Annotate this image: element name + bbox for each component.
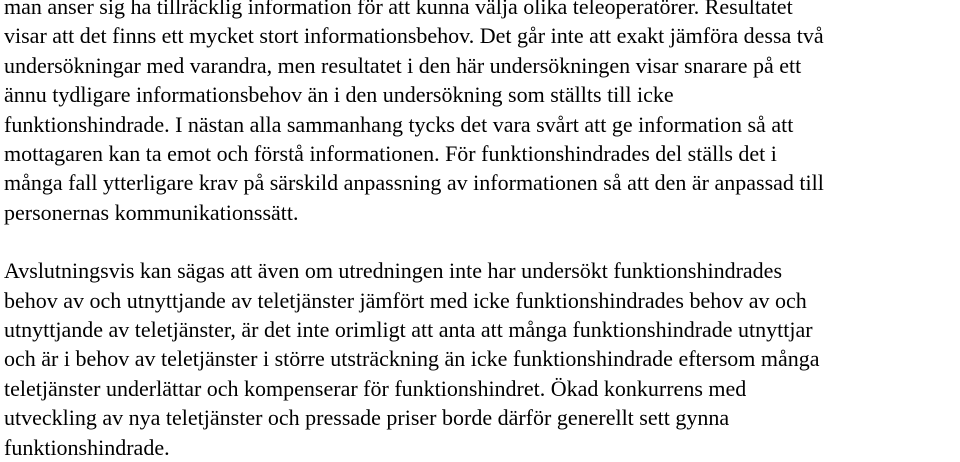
text-line: funktionshindrade. xyxy=(4,434,170,460)
text-line: många fall ytterligare krav på särskild anpassning av informationen så att den är anpassad till xyxy=(4,170,824,196)
text-line: Avslutningsvis kan sägas att även om utredningen inte har undersökt funktionshindrades xyxy=(4,258,783,284)
text-line: utnyttjande av teletjänster, är det inte orimligt att anta att många funktionshindrade utnyttjar xyxy=(4,317,813,343)
text-line: man anser sig ha tillräcklig information för att kunna välja olika teleoperatörer. Resultatet xyxy=(4,0,793,19)
text-line: funktionshindrade. I nästan alla sammanhang tycks det vara svårt att ge information så att xyxy=(4,111,794,137)
text-line: personernas kommunikationssätt. xyxy=(4,199,299,225)
text-line: mottagaren kan ta emot och förstå informationen. För funktionshindrades del ställs det i xyxy=(4,141,777,167)
paragraph-conclusion xyxy=(4,256,960,462)
text-line: teletjänster underlättar och kompenserar för funktionshindret. Ökad konkurrens med xyxy=(4,375,747,401)
text-line: undersökningar med varandra, men resultatet i den här undersökningen visar snarare på ett xyxy=(4,52,802,78)
document-page xyxy=(4,0,960,462)
text-line: ännu tydligare informationsbehov än i den undersökning som ställts till icke xyxy=(4,82,674,108)
text-line: behov av och utnyttjande av teletjänster jämfört med icke funktionshindrades behov av och xyxy=(4,287,807,313)
text-line: visar att det finns ett mycket stort informationsbehov. Det går inte att exakt jämföra dessa två xyxy=(4,23,824,49)
text-line: utveckling av nya teletjänster och pressade priser borde därför generellt sett gynna xyxy=(4,405,730,431)
text-line: och är i behov av teletjänster i större utsträckning än icke funktionshindrade eftersom många xyxy=(4,346,820,372)
paragraph-information-needs xyxy=(4,0,960,227)
